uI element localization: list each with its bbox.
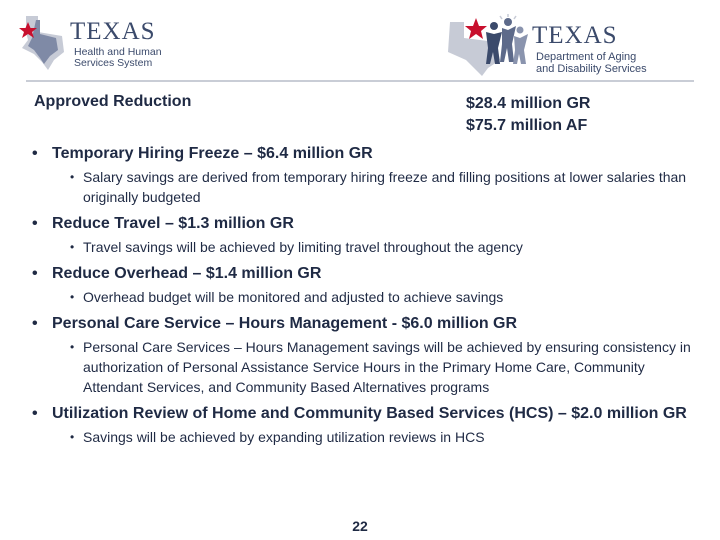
approved-reduction-label: Approved Reduction — [34, 93, 192, 110]
texas-map-icon — [18, 12, 68, 72]
item-detail: Salary savings are derived from temporary hiring freeze and filling positions at lower salaries than originally budgeted — [83, 169, 687, 205]
item-detail: Travel savings will be achieved by limiting travel throughout the agency — [83, 239, 523, 255]
item-title: Utilization Review of Home and Community Based Services (HCS) – $2.0 million GR — [52, 405, 687, 422]
approved-amounts — [466, 93, 590, 137]
bullet: • — [32, 215, 38, 232]
reduction-list — [30, 143, 694, 453]
people-texas-icon — [446, 12, 532, 76]
dads-logo — [446, 12, 686, 76]
star-icon — [465, 18, 487, 39]
hhs-logo-word: TEXAS — [70, 18, 156, 45]
bullet: • — [32, 315, 38, 332]
list-item — [30, 263, 694, 307]
item-title: Reduce Overhead – $1.4 million GR — [52, 265, 322, 282]
item-detail: Savings will be achieved by expanding utilization reviews in HCS — [83, 429, 485, 445]
item-detail: Personal Care Services – Hours Management savings will be achieved by ensuring consistency in authorization of Personal Assistance Service Hours in the Primary Home Care, Community Attendant Services, and Community Based Alternatives programs — [83, 339, 691, 395]
hhs-logo — [18, 12, 178, 76]
dads-logo-word: TEXAS — [532, 22, 618, 49]
header-divider — [26, 80, 694, 82]
dads-logo-subtitle: Department of Aging and Disability Services — [536, 51, 647, 75]
bullet: • — [32, 145, 38, 162]
bullet: • — [70, 170, 75, 184]
item-detail: Overhead budget will be monitored and adjusted to achieve savings — [83, 289, 504, 305]
bullet: • — [32, 265, 38, 282]
list-item — [30, 403, 694, 447]
amount-af: $75.7 million AF — [466, 117, 588, 134]
list-item — [30, 143, 694, 207]
item-title: Temporary Hiring Freeze – $6.4 million GR — [52, 145, 373, 162]
bullet: • — [70, 290, 75, 304]
bullet: • — [70, 430, 75, 444]
item-title: Reduce Travel – $1.3 million GR — [52, 215, 294, 232]
page-number: 22 — [352, 518, 368, 534]
hhs-logo-subtitle: Health and Human Services System — [74, 46, 162, 69]
list-item — [30, 213, 694, 257]
list-item — [30, 313, 694, 397]
bullet: • — [32, 405, 38, 422]
bullet: • — [70, 340, 75, 354]
item-title: Personal Care Service – Hours Management - $6.0 million GR — [52, 315, 518, 332]
bullet: • — [70, 240, 75, 254]
amount-gr: $28.4 million GR — [466, 95, 591, 112]
